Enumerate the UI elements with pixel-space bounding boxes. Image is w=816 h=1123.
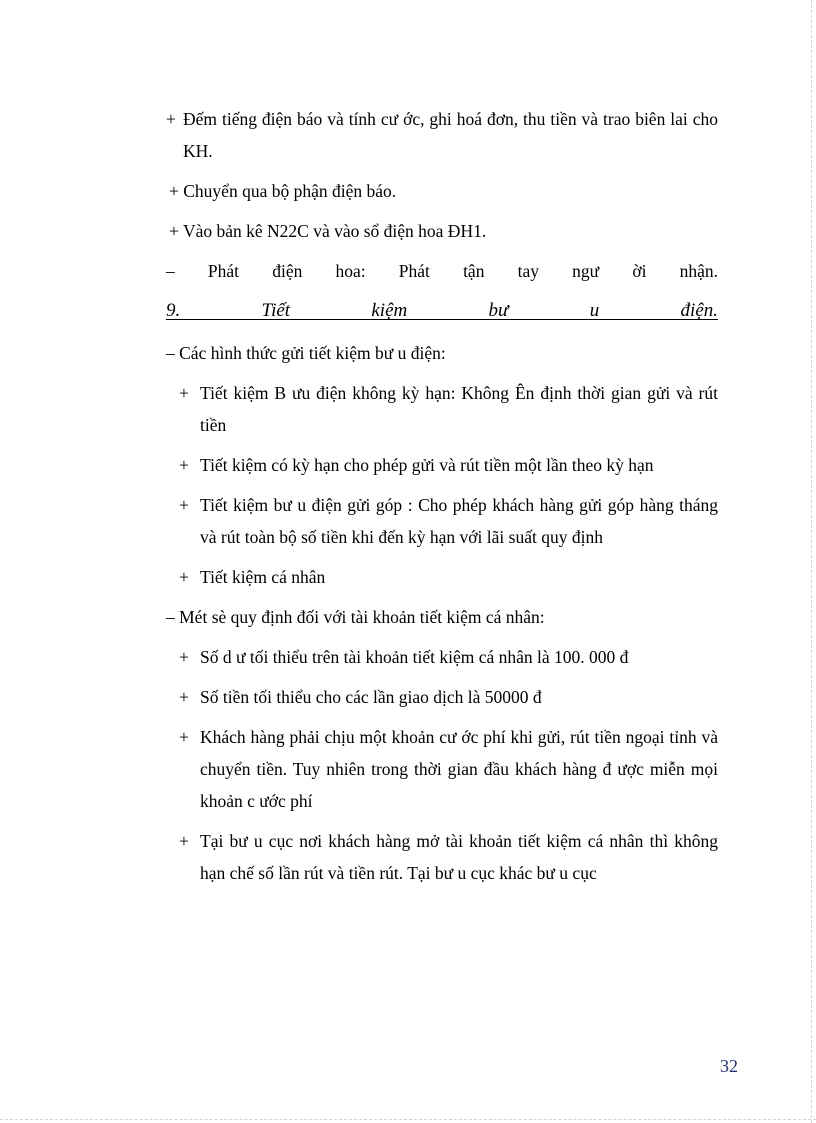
savings-form-item (166, 489, 718, 553)
bullet-text: Tại bư u cục nơi khách hàng mở tài khoản tiết kiệm cá nhân thì không hạn chế số lần rút và tiền rút. Tại bư u cục khác bư u cục (200, 831, 718, 883)
page-edge-right (811, 0, 812, 1123)
bullet-text: Số d ư tối thiểu trên tài khoản tiết kiệm cá nhân là 100. 000 đ (200, 647, 629, 667)
savings-form-item (166, 377, 718, 441)
savings-forms-intro (166, 337, 718, 369)
bullet-marker: + (179, 647, 189, 667)
page-content (166, 103, 718, 897)
bullet-marker: + (179, 567, 189, 587)
page-edge-bottom (0, 1119, 816, 1120)
bullet-text: Đếm tiếng điện báo và tính cư ớc, ghi hoá đơn, thu tiền và trao biên lai cho KH. (183, 109, 718, 161)
savings-rule-item (166, 825, 718, 889)
bullet-marker: + (179, 687, 189, 707)
bullet-marker: + (166, 109, 176, 129)
bullet-text: Tiết kiệm B ưu điện không kỳ hạn: Không Ên định thời gian gửi và rút tiền (200, 383, 718, 435)
dash-marker: – (166, 607, 175, 627)
bullet-text: Số tiền tối thiểu cho các lần giao dịch là 50000 đ (200, 687, 542, 707)
savings-form-item (166, 449, 718, 481)
savings-rule-item (166, 681, 718, 713)
savings-rules-intro (166, 601, 718, 633)
bullet-paragraph-register (166, 215, 718, 247)
bullet-marker: + (179, 383, 189, 403)
bullet-marker: + (179, 455, 189, 475)
bullet-text: Tiết kiệm bư u điện gửi góp : Cho phép khách hàng gửi góp hàng tháng và rút toàn bộ số tiền khi đến kỳ hạn với lãi suất quy định (200, 495, 718, 547)
dash-paragraph-delivery (166, 255, 718, 287)
bullet-marker: + (179, 495, 189, 515)
bullet-marker: + (169, 221, 179, 241)
bullet-paragraph-count-telegram (166, 103, 718, 167)
bullet-text: Tiết kiệm có kỳ hạn cho phép gửi và rút tiền một lần theo kỳ hạn (200, 455, 654, 475)
bullet-text: Vào bản kê N22C và vào sổ điện hoa ĐH1. (182, 221, 487, 241)
dash-text: Mét sè quy định đối với tài khoản tiết kiệm cá nhân: (179, 607, 545, 627)
dash-text: Phát điện hoa: Phát tận tay ngư ời nhận. (207, 261, 718, 281)
section-heading: 9. Tiết kiệm bư u điện. (166, 300, 718, 321)
savings-rule-item (166, 721, 718, 817)
bullet-marker: + (169, 181, 179, 201)
savings-rule-item (166, 641, 718, 673)
bullet-marker: + (179, 727, 189, 747)
bullet-paragraph-transfer (166, 175, 718, 207)
bullet-text: Chuyển qua bộ phận điện báo. (183, 181, 397, 201)
dash-marker: – (166, 261, 175, 281)
bullet-marker: + (179, 831, 189, 851)
page-number: 32 (720, 1056, 738, 1076)
savings-form-item (166, 561, 718, 593)
bullet-text: Khách hàng phải chịu một khoản cư ớc phí khi gửi, rút tiền ngoại tỉnh và chuyển tiền. Tuy nhiên trong thời gian đầu khách hàng đ ược miễn mọi khoản c ước phí (200, 727, 718, 811)
bullet-text: Tiết kiệm cá nhân (200, 567, 326, 587)
dash-marker: – (166, 343, 175, 363)
dash-text: Các hình thức gửi tiết kiệm bư u điện: (179, 343, 446, 363)
